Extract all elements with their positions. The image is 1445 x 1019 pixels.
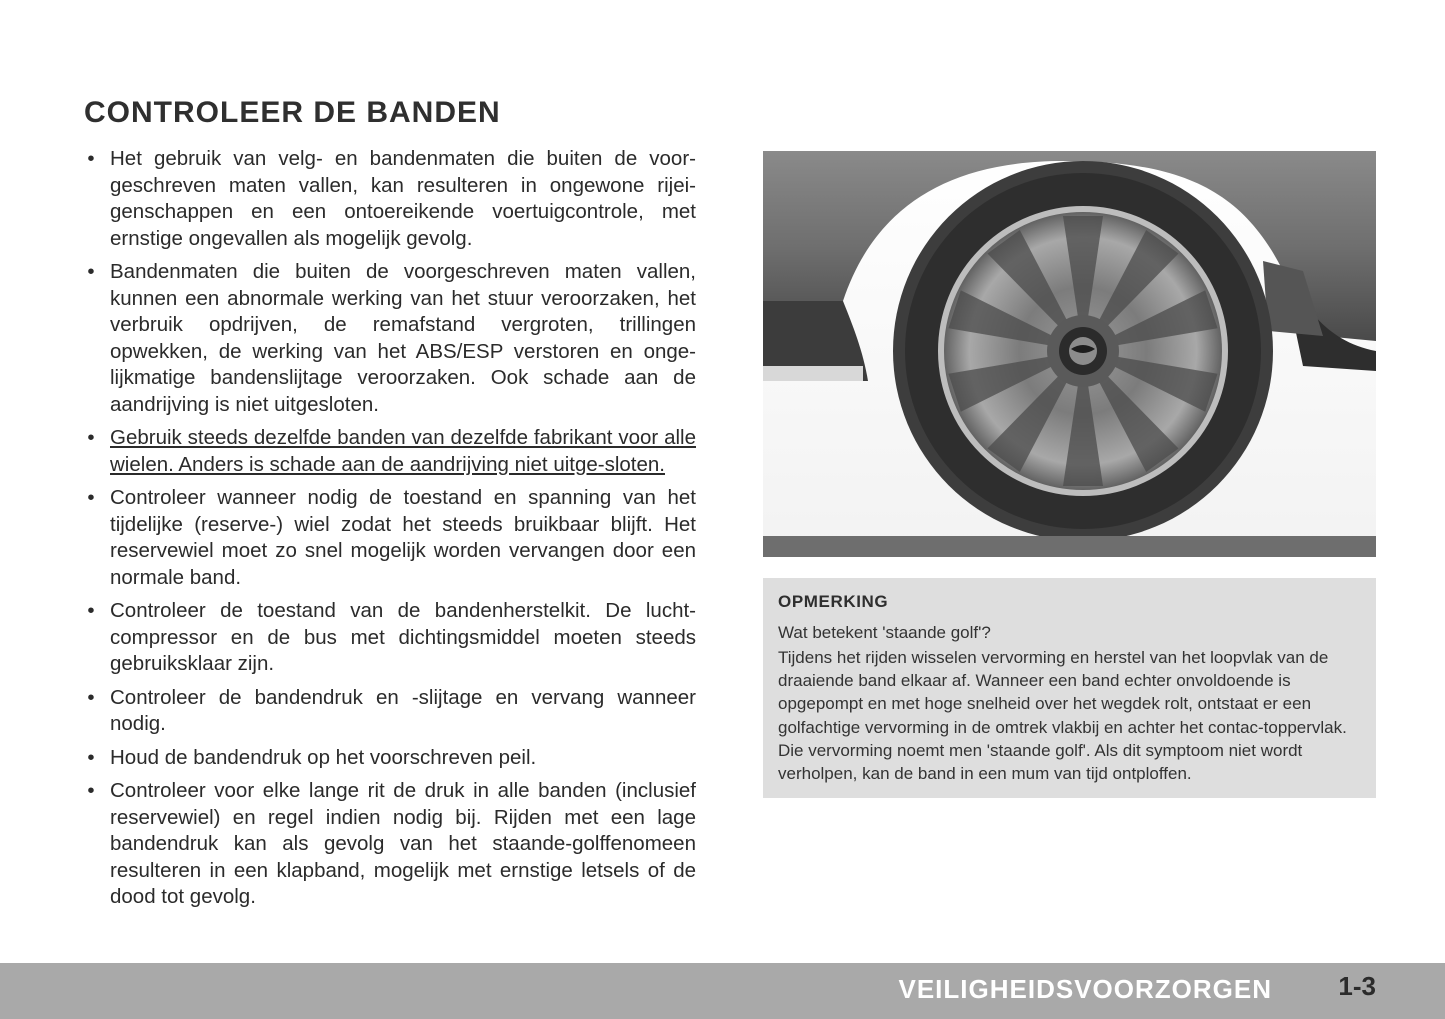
list-item-text: Bandenmaten die buiten de voorgeschreven maten vallen, kunnen een abnormale werking van het stuur veroorzaken, het verbruik opdrijven, de remafstand vergroten, trillingen opwekken, de werking van het ABS/ESP verstoren en onge-lijkmatige bandenslijtage veroorzaken. Ook schade aan de aandrijving is niet uitgesloten. [110,260,696,416]
list-item [84,745,696,772]
list-item-text: Het gebruik van velg- en bandenmaten die buiten de voor-geschreven maten vallen, kan resulteren in ongewone rijei-genschappen en een ontoereikende voertuigcontrole, met ernstige ongevallen als mogelijk gevolg. [110,147,696,250]
list-item-text-underlined: Gebruik steeds dezelfde banden van dezelfde fabrikant voor alle wielen. Anders is schade aan de aandrijving niet uitge-sloten. [110,426,696,476]
list-item-text: Controleer de bandendruk en -slijtage en vervang wanneer nodig. [110,685,696,735]
page-title: CONTROLEER DE BANDEN [84,96,501,129]
bullet-icon: • [87,779,95,802]
list-item [84,146,696,252]
wheel-illustration [763,151,1376,557]
list-item-text: Controleer voor elke lange rit de druk in alle banden (inclusief reservewiel) en regel indien nodig bij. Rijden met een lage bandendruk kan als gevolg van het staande-golffenomeen resulteren in een klapband, mogelijk met ernstige letsels of de dood tot gevolg. [110,779,696,908]
bullet-list [84,146,696,918]
bullet-icon: • [87,147,95,170]
bullet-icon: • [87,486,95,509]
note-box [763,578,1376,798]
list-item [84,485,696,591]
bullet-icon: • [87,745,95,769]
list-item-text: Houd de bandendruk op het voorschreven peil. [110,745,537,769]
bullet-icon: • [87,685,95,709]
page-footer [0,963,1445,1019]
page-number: 1-3 [1338,971,1376,1001]
list-item [84,259,696,418]
list-item [84,778,696,911]
bullet-icon: • [87,426,95,449]
list-item-text: Controleer de toestand van de bandenherstelkit. De lucht-compressor en de bus met dichtingsmiddel moeten steeds gebruiksklaar zijn. [110,599,696,675]
bullet-icon: • [87,260,95,283]
list-item [84,425,696,478]
note-body: Tijdens het rijden wisselen vervorming en herstel van het loopvlak van de draaiende band elkaar af. Wanneer een band echter onvoldoende is opgepompt en met hoge snelheid over het wegdek rolt, ontstaat er een golfachtige vervorming in de omtrek vlakbij en achter het contac-toppervlak. Die vervorming noemt men 'staande golf'. Als dit symptoom niet wordt verholpen, kan de band in een mum van tijd ontploffen. [778,648,1347,784]
list-item [84,685,696,738]
footer-section-title: VEILIGHEIDSVOORZORGEN [898,974,1272,1004]
list-item [84,598,696,678]
bullet-icon: • [87,599,95,622]
tire-photo [763,151,1376,557]
list-item-text: Controleer wanneer nodig de toestand en spanning van het tijdelijke (reserve-) wiel zodat het steeds bruikbaar blijft. Het reservewiel moet zo snel mogelijk worden vervangen door een normale band. [110,486,696,589]
note-question: Wat betekent 'staande golf'? [778,623,991,642]
note-heading: OPMERKING [778,592,889,611]
